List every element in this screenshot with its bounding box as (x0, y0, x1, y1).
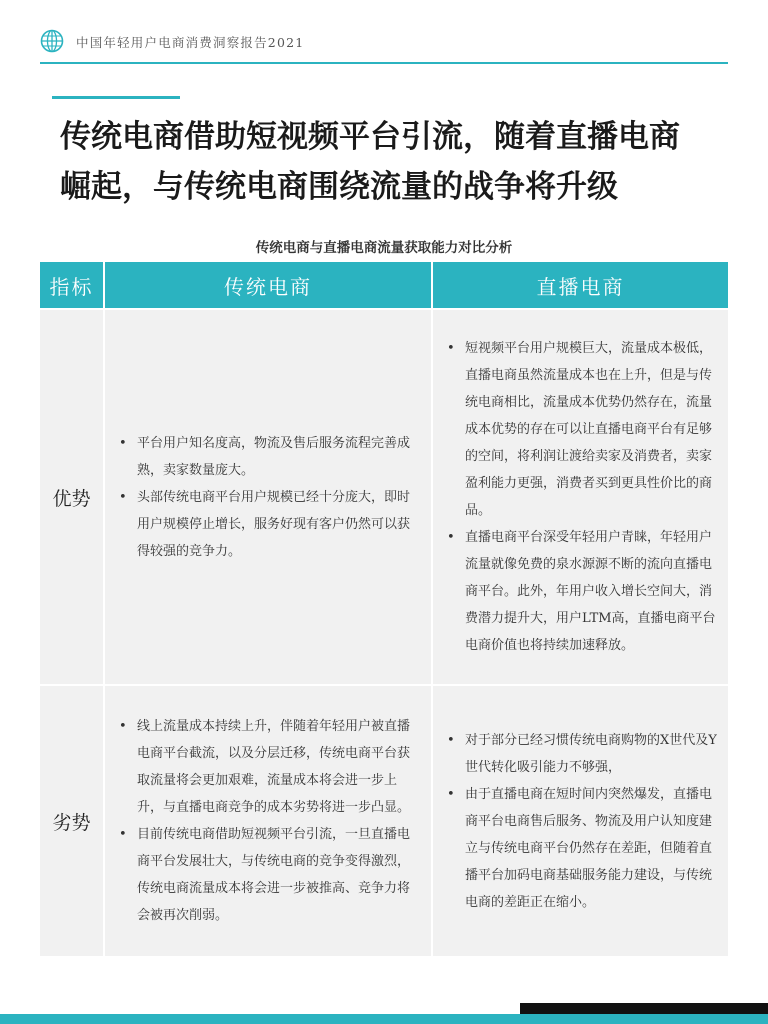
globe-icon (40, 29, 64, 53)
footer-bar-accent (0, 1014, 768, 1024)
list-item: • 线上流量成本持续上升，伴随着年轻用户被直播电商平台截流，以及分层迁移，传统电商平台获取流量将会更加艰难，流量成本将会进一步上升，与直播电商竞争的成本劣势将进一步凸显。 (117, 713, 421, 821)
table-row-disadvantages (40, 685, 728, 956)
disadvantages-traditional-cell (104, 685, 432, 956)
table-row-advantages (40, 309, 728, 685)
headline-line-2: 崛起，与传统电商围绕流量的战争将升级 (60, 169, 618, 205)
advantages-live-cell (432, 309, 728, 685)
page-headline (60, 112, 750, 212)
list-item: • 平台用户知名度高，物流及售后服务流程完善成熟，卖家数量庞大。 (117, 430, 421, 484)
list-item: • 对于部分已经习惯传统电商购物的X世代及Y世代转化吸引能力不够强， (445, 727, 718, 781)
accent-bar (52, 96, 180, 99)
report-title: 中国年轻用户电商消费洞察报告2021 (76, 35, 305, 50)
table-header-row (40, 262, 728, 309)
headline-line-1: 传统电商借助短视频平台引流，随着直播电商 (60, 119, 680, 155)
header-indicator: 指标 (40, 262, 104, 309)
list-item: • 短视频平台用户规模巨大，流量成本极低，直播电商虽然流量成本也在上升，但是与传统电商相比，流量成本优势仍然存在，流量成本优势的存在可以让直播电商平台有足够的空间，将利润让渡给卖家及消费者，卖家盈利能力更强，消费者买到更具性价比的商品。 (445, 335, 718, 524)
table-caption: 传统电商与直播电商流量获取能力对比分析 (255, 240, 513, 256)
advantages-traditional-cell (104, 309, 432, 685)
row-label-disadvantages: 劣势 (40, 685, 104, 956)
list-item: • 由于直播电商在短时间内突然爆发，直播电商平台电商售后服务、物流及用户认知度建立与传统电商平台仍然存在差距，但随着直播平台加码电商基础服务能力建设，与传统电商的差距正在缩小。 (445, 781, 718, 916)
list-item: • 目前传统电商借助短视频平台引流，一旦直播电商平台发展壮大，与传统电商的竞争变得激烈，传统电商流量成本将会进一步被推高、竞争力将会被再次削弱。 (117, 821, 421, 929)
list-item: • 直播电商平台深受年轻用户青睐，年轻用户流量就像免费的泉水源源不断的流向直播电商平台。此外，年用户收入增长空间大，消费潜力提升大，用户LTM高，直播电商平台电商价值也将持续加速释放。 (445, 524, 718, 659)
footer-bar-dark (520, 1003, 768, 1014)
header-divider (40, 62, 728, 64)
comparison-table (40, 262, 728, 956)
row-label-advantages: 优势 (40, 309, 104, 685)
header-live-ecommerce: 直播电商 (432, 262, 728, 309)
header-traditional-ecommerce: 传统电商 (104, 262, 432, 309)
list-item: • 头部传统电商平台用户规模已经十分庞大，即时用户规模停止增长，服务好现有客户仍然可以获得较强的竞争力。 (117, 484, 421, 565)
disadvantages-live-cell (432, 685, 728, 956)
